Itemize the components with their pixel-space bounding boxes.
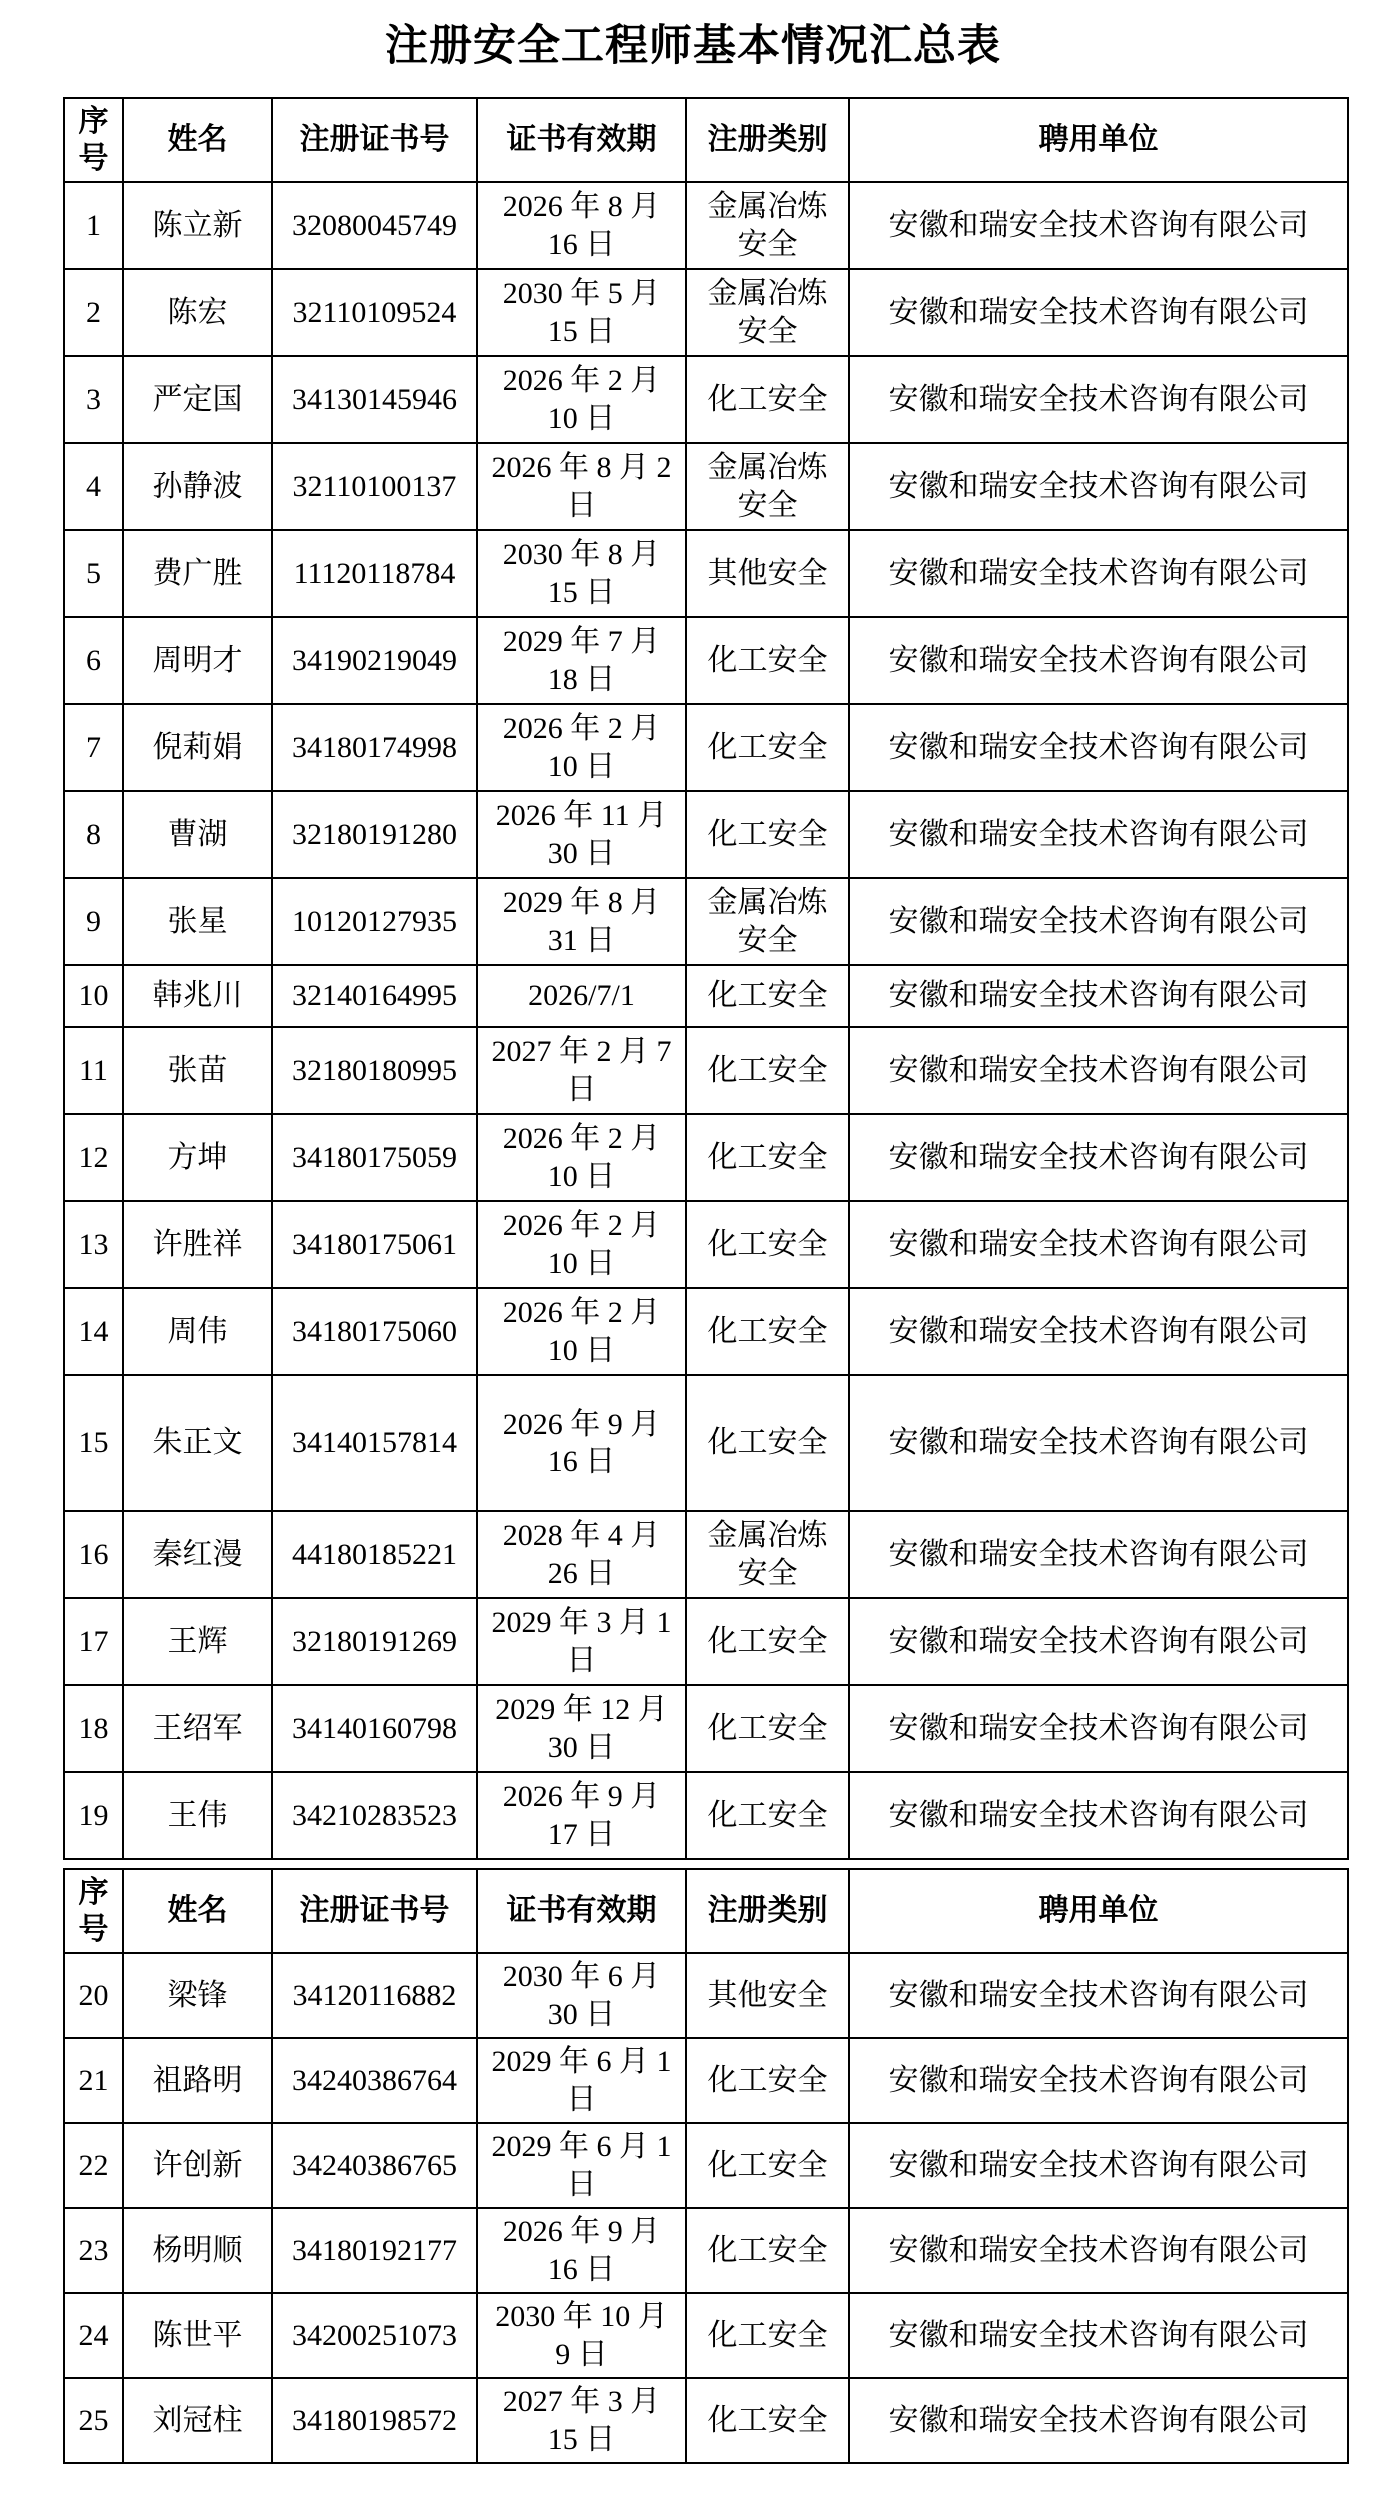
cell-validity: 2028 年 4 月 26 日: [477, 1511, 686, 1598]
cell-employer: 安徽和瑞安全技术咨询有限公司: [849, 791, 1348, 878]
column-header-validity: 证书有效期: [477, 98, 686, 182]
table-row: [64, 182, 1348, 269]
summary-table-page-1: [63, 97, 1349, 1860]
cell-no: 12: [64, 1114, 123, 1201]
cell-validity: 2026 年 2 月 10 日: [477, 1288, 686, 1375]
cell-name: 严定国: [123, 356, 272, 443]
table-row: [64, 1772, 1348, 1859]
table-row: [64, 2038, 1348, 2123]
cell-employer: 安徽和瑞安全技术咨询有限公司: [849, 878, 1348, 965]
cell-validity: 2026 年 2 月 10 日: [477, 356, 686, 443]
cell-employer: 安徽和瑞安全技术咨询有限公司: [849, 182, 1348, 269]
cell-name: 韩兆川: [123, 965, 272, 1027]
cell-validity: 2026 年 9 月 16 日: [477, 2208, 686, 2293]
cell-name: 陈立新: [123, 182, 272, 269]
cell-validity: 2026 年 2 月 10 日: [477, 704, 686, 791]
table-row: [64, 965, 1348, 1027]
cell-category: 化工安全: [686, 1772, 849, 1859]
cell-cert_no: 34180174998: [272, 704, 477, 791]
cell-employer: 安徽和瑞安全技术咨询有限公司: [849, 617, 1348, 704]
cell-validity: 2026 年 2 月 10 日: [477, 1201, 686, 1288]
cell-no: 9: [64, 878, 123, 965]
cell-cert_no: 32180191280: [272, 791, 477, 878]
cell-employer: 安徽和瑞安全技术咨询有限公司: [849, 269, 1348, 356]
cell-employer: 安徽和瑞安全技术咨询有限公司: [849, 1288, 1348, 1375]
cell-no: 14: [64, 1288, 123, 1375]
cell-validity: 2026 年 8 月 16 日: [477, 182, 686, 269]
cell-no: 1: [64, 182, 123, 269]
column-header-cert_no: 注册证书号: [272, 1869, 477, 1953]
cell-validity: 2029 年 6 月 1 日: [477, 2038, 686, 2123]
cell-validity: 2029 年 12 月 30 日: [477, 1685, 686, 1772]
cell-name: 许创新: [123, 2123, 272, 2208]
cell-name: 费广胜: [123, 530, 272, 617]
cell-no: 8: [64, 791, 123, 878]
table-row: [64, 1598, 1348, 1685]
cell-name: 张苗: [123, 1027, 272, 1114]
cell-validity: 2026/7/1: [477, 965, 686, 1027]
cell-name: 许胜祥: [123, 1201, 272, 1288]
cell-no: 18: [64, 1685, 123, 1772]
cell-category: 化工安全: [686, 617, 849, 704]
table-row: [64, 1375, 1348, 1511]
column-header-employer: 聘用单位: [849, 98, 1348, 182]
cell-name: 杨明顺: [123, 2208, 272, 2293]
cell-name: 朱正文: [123, 1375, 272, 1511]
table-row: [64, 2378, 1348, 2463]
cell-name: 张星: [123, 878, 272, 965]
table-row: [64, 1685, 1348, 1772]
cell-cert_no: 44180185221: [272, 1511, 477, 1598]
cell-no: 11: [64, 1027, 123, 1114]
cell-no: 6: [64, 617, 123, 704]
cell-category: 化工安全: [686, 2123, 849, 2208]
cell-employer: 安徽和瑞安全技术咨询有限公司: [849, 2208, 1348, 2293]
table-row: [64, 704, 1348, 791]
cell-cert_no: 10120127935: [272, 878, 477, 965]
cell-validity: 2030 年 8 月 15 日: [477, 530, 686, 617]
column-header-name: 姓名: [123, 98, 272, 182]
cell-cert_no: 32080045749: [272, 182, 477, 269]
cell-category: 化工安全: [686, 356, 849, 443]
cell-category: 化工安全: [686, 1288, 849, 1375]
table-row: [64, 1201, 1348, 1288]
cell-cert_no: 34130145946: [272, 356, 477, 443]
cell-category: 化工安全: [686, 2038, 849, 2123]
cell-cert_no: 32180191269: [272, 1598, 477, 1685]
cell-validity: 2026 年 11 月 30 日: [477, 791, 686, 878]
cell-no: 22: [64, 2123, 123, 2208]
cell-category: 化工安全: [686, 2208, 849, 2293]
cell-cert_no: 34140160798: [272, 1685, 477, 1772]
cell-cert_no: 34200251073: [272, 2293, 477, 2378]
cell-employer: 安徽和瑞安全技术咨询有限公司: [849, 1114, 1348, 1201]
cell-category: 化工安全: [686, 1598, 849, 1685]
column-header-name: 姓名: [123, 1869, 272, 1953]
column-header-validity: 证书有效期: [477, 1869, 686, 1953]
cell-name: 倪莉娟: [123, 704, 272, 791]
cell-category: 化工安全: [686, 1201, 849, 1288]
page-title: 注册安全工程师基本情况汇总表: [385, 23, 1001, 70]
cell-category: 其他安全: [686, 1953, 849, 2038]
cell-category: 化工安全: [686, 791, 849, 878]
table-row: [64, 1511, 1348, 1598]
table-row: [64, 269, 1348, 356]
cell-no: 10: [64, 965, 123, 1027]
cell-employer: 安徽和瑞安全技术咨询有限公司: [849, 1375, 1348, 1511]
cell-name: 刘冠柱: [123, 2378, 272, 2463]
table-row: [64, 2123, 1348, 2208]
cell-name: 秦红漫: [123, 1511, 272, 1598]
cell-validity: 2029 年 6 月 1 日: [477, 2123, 686, 2208]
column-header-category: 注册类别: [686, 1869, 849, 1953]
cell-no: 4: [64, 443, 123, 530]
cell-no: 13: [64, 1201, 123, 1288]
cell-employer: 安徽和瑞安全技术咨询有限公司: [849, 1953, 1348, 2038]
cell-category: 化工安全: [686, 704, 849, 791]
cell-name: 孙静波: [123, 443, 272, 530]
cell-name: 周明才: [123, 617, 272, 704]
cell-validity: 2030 年 5 月 15 日: [477, 269, 686, 356]
cell-no: 23: [64, 2208, 123, 2293]
cell-validity: 2026 年 2 月 10 日: [477, 1114, 686, 1201]
cell-no: 2: [64, 269, 123, 356]
cell-category: 化工安全: [686, 2378, 849, 2463]
cell-employer: 安徽和瑞安全技术咨询有限公司: [849, 1685, 1348, 1772]
column-header-employer: 聘用单位: [849, 1869, 1348, 1953]
cell-name: 王绍军: [123, 1685, 272, 1772]
table-row: [64, 1288, 1348, 1375]
cell-cert_no: 34180198572: [272, 2378, 477, 2463]
cell-employer: 安徽和瑞安全技术咨询有限公司: [849, 1772, 1348, 1859]
cell-cert_no: 34140157814: [272, 1375, 477, 1511]
column-header-no: 序号: [64, 1869, 123, 1953]
column-header-cert_no: 注册证书号: [272, 98, 477, 182]
cell-no: 15: [64, 1375, 123, 1511]
cell-employer: 安徽和瑞安全技术咨询有限公司: [849, 1201, 1348, 1288]
cell-validity: 2026 年 8 月 2 日: [477, 443, 686, 530]
cell-validity: 2026 年 9 月 16 日: [477, 1375, 686, 1511]
header-row: [64, 98, 1348, 182]
cell-category: 金属冶炼安全: [686, 182, 849, 269]
cell-name: 祖路明: [123, 2038, 272, 2123]
cell-name: 方坤: [123, 1114, 272, 1201]
cell-employer: 安徽和瑞安全技术咨询有限公司: [849, 356, 1348, 443]
cell-no: 21: [64, 2038, 123, 2123]
table-header: [64, 98, 1348, 182]
table-row: [64, 1114, 1348, 1201]
cell-cert_no: 34210283523: [272, 1772, 477, 1859]
cell-employer: 安徽和瑞安全技术咨询有限公司: [849, 704, 1348, 791]
table-row: [64, 2293, 1348, 2378]
cell-no: 25: [64, 2378, 123, 2463]
summary-table-page-2: [63, 1868, 1349, 2464]
cell-employer: 安徽和瑞安全技术咨询有限公司: [849, 1027, 1348, 1114]
cell-cert_no: 32140164995: [272, 965, 477, 1027]
table-row: [64, 617, 1348, 704]
cell-category: 其他安全: [686, 530, 849, 617]
cell-cert_no: 34240386764: [272, 2038, 477, 2123]
cell-no: 3: [64, 356, 123, 443]
cell-employer: 安徽和瑞安全技术咨询有限公司: [849, 1598, 1348, 1685]
cell-no: 19: [64, 1772, 123, 1859]
cell-employer: 安徽和瑞安全技术咨询有限公司: [849, 965, 1348, 1027]
cell-name: 梁锋: [123, 1953, 272, 2038]
cell-cert_no: 32110100137: [272, 443, 477, 530]
cell-employer: 安徽和瑞安全技术咨询有限公司: [849, 2378, 1348, 2463]
cell-employer: 安徽和瑞安全技术咨询有限公司: [849, 2123, 1348, 2208]
cell-cert_no: 34240386765: [272, 2123, 477, 2208]
table-body: [64, 1953, 1348, 2463]
cell-employer: 安徽和瑞安全技术咨询有限公司: [849, 1511, 1348, 1598]
table-body: [64, 182, 1348, 1859]
cell-category: 化工安全: [686, 1114, 849, 1201]
table-row: [64, 791, 1348, 878]
table-row: [64, 878, 1348, 965]
cell-category: 化工安全: [686, 965, 849, 1027]
cell-category: 金属冶炼安全: [686, 878, 849, 965]
cell-validity: 2029 年 3 月 1 日: [477, 1598, 686, 1685]
cell-cert_no: 34180175060: [272, 1288, 477, 1375]
cell-validity: 2030 年 6 月 30 日: [477, 1953, 686, 2038]
cell-category: 化工安全: [686, 1027, 849, 1114]
cell-name: 周伟: [123, 1288, 272, 1375]
cell-category: 化工安全: [686, 1685, 849, 1772]
column-header-no: 序号: [64, 98, 123, 182]
cell-validity: 2027 年 3 月 15 日: [477, 2378, 686, 2463]
cell-category: 化工安全: [686, 2293, 849, 2378]
cell-category: 化工安全: [686, 1375, 849, 1511]
cell-cert_no: 11120118784: [272, 530, 477, 617]
header-row: [64, 1869, 1348, 1953]
cell-category: 金属冶炼安全: [686, 443, 849, 530]
table-row: [64, 356, 1348, 443]
cell-no: 17: [64, 1598, 123, 1685]
cell-no: 20: [64, 1953, 123, 2038]
cell-cert_no: 34180175059: [272, 1114, 477, 1201]
cell-no: 16: [64, 1511, 123, 1598]
cell-cert_no: 34120116882: [272, 1953, 477, 2038]
cell-name: 陈宏: [123, 269, 272, 356]
table-row: [64, 530, 1348, 617]
cell-name: 王伟: [123, 1772, 272, 1859]
table-header: [64, 1869, 1348, 1953]
column-header-category: 注册类别: [686, 98, 849, 182]
cell-category: 金属冶炼安全: [686, 269, 849, 356]
cell-validity: 2027 年 2 月 7 日: [477, 1027, 686, 1114]
cell-employer: 安徽和瑞安全技术咨询有限公司: [849, 2038, 1348, 2123]
cell-validity: 2029 年 7 月 18 日: [477, 617, 686, 704]
cell-cert_no: 34180175061: [272, 1201, 477, 1288]
cell-name: 王辉: [123, 1598, 272, 1685]
cell-name: 曹湖: [123, 791, 272, 878]
cell-employer: 安徽和瑞安全技术咨询有限公司: [849, 2293, 1348, 2378]
cell-category: 金属冶炼安全: [686, 1511, 849, 1598]
cell-cert_no: 32180180995: [272, 1027, 477, 1114]
table-row: [64, 1953, 1348, 2038]
cell-name: 陈世平: [123, 2293, 272, 2378]
cell-cert_no: 34190219049: [272, 617, 477, 704]
cell-cert_no: 34180192177: [272, 2208, 477, 2293]
cell-employer: 安徽和瑞安全技术咨询有限公司: [849, 443, 1348, 530]
cell-validity: 2029 年 8 月 31 日: [477, 878, 686, 965]
cell-validity: 2026 年 9 月 17 日: [477, 1772, 686, 1859]
cell-validity: 2030 年 10 月 9 日: [477, 2293, 686, 2378]
cell-cert_no: 32110109524: [272, 269, 477, 356]
table-row: [64, 1027, 1348, 1114]
cell-no: 5: [64, 530, 123, 617]
cell-no: 24: [64, 2293, 123, 2378]
cell-employer: 安徽和瑞安全技术咨询有限公司: [849, 530, 1348, 617]
table-row: [64, 2208, 1348, 2293]
table-row: [64, 443, 1348, 530]
cell-no: 7: [64, 704, 123, 791]
